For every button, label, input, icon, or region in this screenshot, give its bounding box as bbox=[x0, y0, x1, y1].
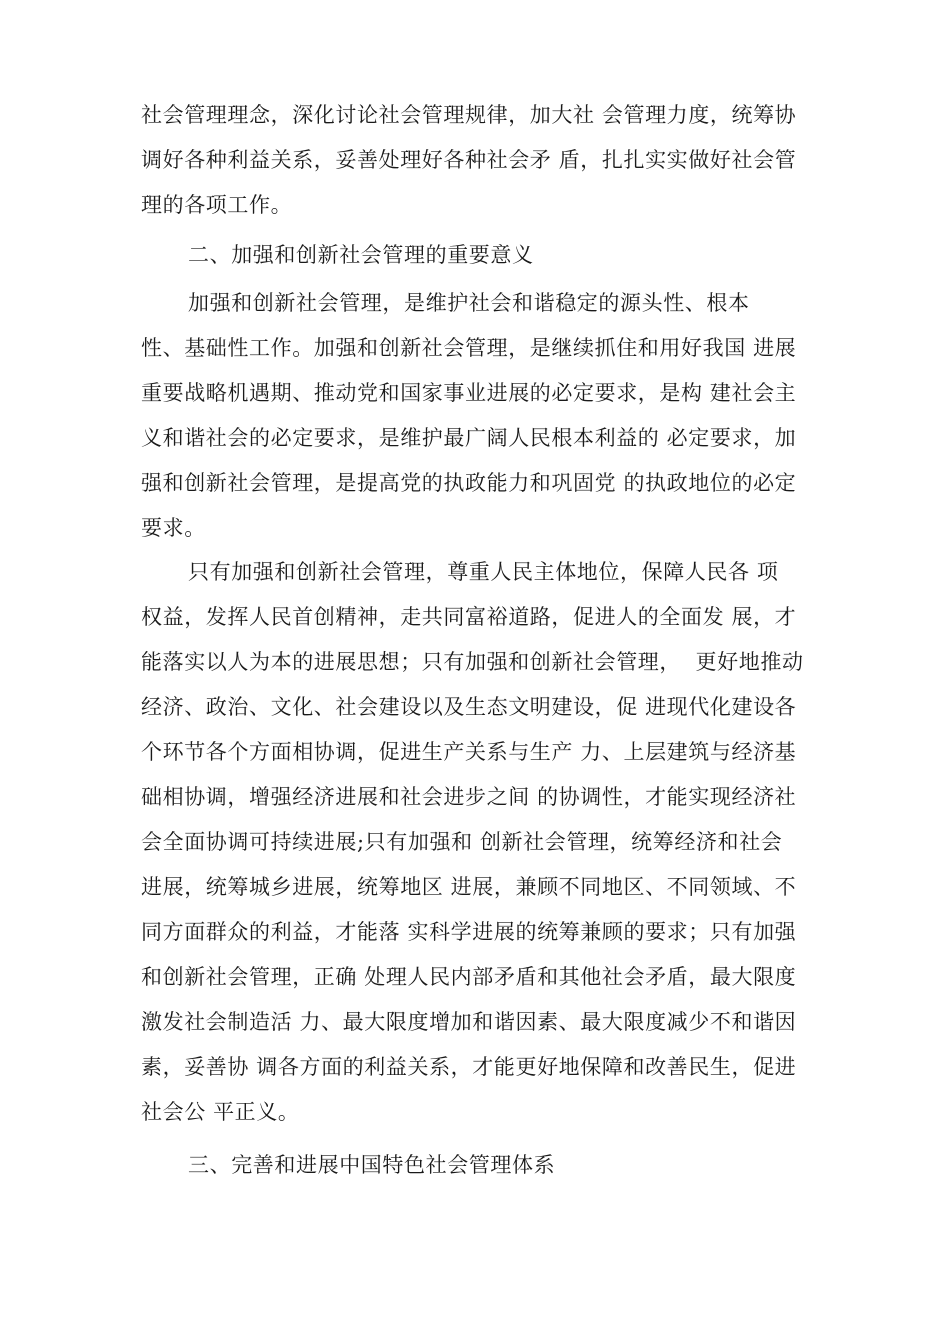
paragraph-line: 理的各项工作。 bbox=[141, 193, 293, 217]
paragraph-line: 和创新社会管理，正确 处理人民内部矛盾和其他社会矛盾，最大限度 bbox=[141, 965, 797, 989]
paragraph-line: 经济、政治、文化、社会建设以及生态文明建设，促 进现代化建设各 bbox=[141, 695, 797, 719]
paragraph-line: 强和创新社会管理，是提高党的执政能力和巩固党 的执政地位的必定 bbox=[141, 471, 797, 495]
paragraph-line: 能落实以人为本的进展思想；只有加强和创新社会管理， 更好地推动 bbox=[141, 650, 804, 674]
paragraph-line: 权益，发挥人民首创精神，走共同富裕道路，促进人的全面发 展，才 bbox=[141, 605, 797, 629]
section-heading-3: 三、完善和进展中国特色社会管理体系 bbox=[188, 1153, 556, 1177]
paragraph-line: 会全面协调可持续进展;只有加强和 创新社会管理，统筹经济和社会 bbox=[141, 830, 783, 854]
paragraph-line: 义和谐社会的必定要求，是维护最广阔人民根本利益的 必定要求，加 bbox=[141, 426, 797, 450]
paragraph-line: 社会管理理念，深化讨论社会管理规律，加大社 会管理力度，统筹协 bbox=[141, 103, 797, 127]
paragraph-line: 社会公 平正义。 bbox=[141, 1100, 300, 1124]
paragraph-line: 进展，统筹城乡进展，统筹地区 进展，兼顾不同地区、不同领域、不 bbox=[141, 875, 797, 899]
paragraph-line: 只有加强和创新社会管理，尊重人民主体地位，保障人民各 项 bbox=[188, 560, 779, 584]
paragraph-line: 加强和创新社会管理，是维护社会和谐稳定的源头性、根本 bbox=[188, 291, 750, 315]
paragraph-line: 素，妥善协 调各方面的利益关系，才能更好地保障和改善民生，促进 bbox=[141, 1055, 797, 1079]
paragraph-line: 要求。 bbox=[141, 516, 206, 540]
paragraph-line: 础相协调，增强经济进展和社会进步之间 的协调性，才能实现经济社 bbox=[141, 785, 797, 809]
section-heading-2: 二、加强和创新社会管理的重要意义 bbox=[188, 243, 534, 267]
paragraph-line: 重要战略机遇期、推动党和国家事业进展的必定要求，是构 建社会主 bbox=[141, 381, 797, 405]
paragraph-line: 个环节各个方面相协调，促进生产关系与生产 力、上层建筑与经济基 bbox=[141, 740, 797, 764]
paragraph-line: 同方面群众的利益，才能落 实科学进展的统筹兼顾的要求；只有加强 bbox=[141, 920, 797, 944]
paragraph-line: 调好各种利益关系，妥善处理好各种社会矛 盾，扎扎实实做好社会管 bbox=[141, 148, 797, 172]
paragraph-line: 激发社会制造活 力、最大限度增加和谐因素、最大限度减少不和谐因 bbox=[141, 1010, 797, 1034]
paragraph-line: 性、基础性工作。加强和创新社会管理，是继续抓住和用好我国 进展 bbox=[141, 336, 797, 360]
